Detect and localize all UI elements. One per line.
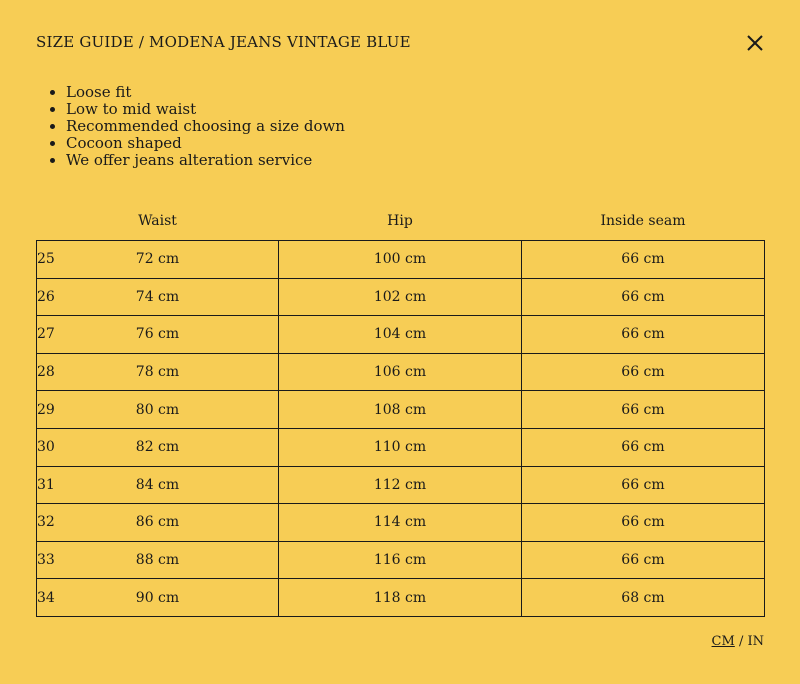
waist-cell	[37, 428, 279, 466]
waist-cell	[37, 353, 279, 391]
inside-seam-cell: 66 cm	[522, 241, 765, 279]
waist-cell	[37, 391, 279, 429]
table-row	[37, 579, 765, 617]
unit-cm-link[interactable]: CM	[711, 634, 735, 649]
table-row	[37, 504, 765, 542]
size-label: 28	[37, 364, 55, 381]
table-row	[37, 241, 765, 279]
hip-cell: 106 cm	[279, 353, 522, 391]
unit-toggle	[712, 634, 764, 649]
waist-cell	[37, 579, 279, 617]
waist-cell	[37, 278, 279, 316]
table-row	[37, 428, 765, 466]
hip-cell: 102 cm	[279, 278, 522, 316]
size-label: 30	[37, 439, 55, 456]
waist-cell	[37, 541, 279, 579]
inside-seam-cell: 66 cm	[522, 428, 765, 466]
size-label: 27	[37, 326, 55, 343]
inside-seam-cell: 66 cm	[522, 541, 765, 579]
inside-seam-cell: 66 cm	[522, 278, 765, 316]
waist-value: 76 cm	[135, 326, 180, 343]
feature-item: • Recommended choosing a size down	[66, 118, 345, 135]
inside-seam-cell: 66 cm	[522, 316, 765, 354]
waist-cell	[37, 316, 279, 354]
header-inside-seam: Inside seam	[600, 213, 686, 229]
inside-seam-cell: 66 cm	[522, 353, 765, 391]
waist-cell	[37, 466, 279, 504]
size-table	[36, 202, 765, 617]
table-row	[37, 353, 765, 391]
inside-seam-cell: 66 cm	[522, 504, 765, 542]
waist-value: 78 cm	[135, 364, 180, 381]
waist-value: 90 cm	[135, 589, 180, 606]
table-row	[37, 316, 765, 354]
feature-item: • Low to mid waist	[66, 101, 345, 118]
waist-value: 84 cm	[135, 476, 180, 493]
size-label: 26	[37, 288, 55, 305]
hip-cell: 104 cm	[279, 316, 522, 354]
feature-item: • Cocoon shaped	[66, 135, 345, 152]
hip-cell: 114 cm	[279, 504, 522, 542]
waist-value: 74 cm	[135, 288, 180, 305]
hip-cell: 116 cm	[279, 541, 522, 579]
hip-cell: 118 cm	[279, 579, 522, 617]
table-row	[37, 278, 765, 316]
unit-separator: /	[738, 634, 744, 649]
header-hip: Hip	[387, 213, 413, 229]
close-icon	[744, 32, 766, 54]
hip-cell: 108 cm	[279, 391, 522, 429]
modal-title: SIZE GUIDE / MODENA JEANS VINTAGE BLUE	[36, 33, 411, 51]
feature-item: • Loose fit	[66, 84, 345, 101]
feature-list	[36, 84, 345, 169]
waist-value: 86 cm	[135, 514, 180, 531]
inside-seam-cell: 68 cm	[522, 579, 765, 617]
size-label: 29	[37, 401, 55, 418]
inside-seam-cell: 66 cm	[522, 466, 765, 504]
feature-item: • We offer jeans alteration service	[66, 152, 345, 169]
table-row	[37, 466, 765, 504]
waist-value: 82 cm	[135, 439, 180, 456]
size-table-body	[37, 241, 765, 617]
size-label: 34	[37, 589, 55, 606]
close-button[interactable]	[744, 32, 766, 54]
table-row	[37, 541, 765, 579]
hip-cell: 112 cm	[279, 466, 522, 504]
hip-cell: 100 cm	[279, 241, 522, 279]
header-waist: Waist	[138, 213, 177, 229]
size-label: 32	[37, 514, 55, 531]
table-row	[37, 391, 765, 429]
waist-cell	[37, 241, 279, 279]
size-label: 31	[37, 476, 55, 493]
waist-value: 72 cm	[135, 251, 180, 268]
waist-value: 88 cm	[135, 552, 180, 569]
inside-seam-cell: 66 cm	[522, 391, 765, 429]
table-header-row	[37, 202, 765, 241]
size-label: 33	[37, 552, 55, 569]
waist-cell	[37, 504, 279, 542]
hip-cell: 110 cm	[279, 428, 522, 466]
waist-value: 80 cm	[135, 401, 180, 418]
unit-in-link[interactable]: IN	[747, 634, 764, 649]
size-label: 25	[37, 251, 55, 268]
